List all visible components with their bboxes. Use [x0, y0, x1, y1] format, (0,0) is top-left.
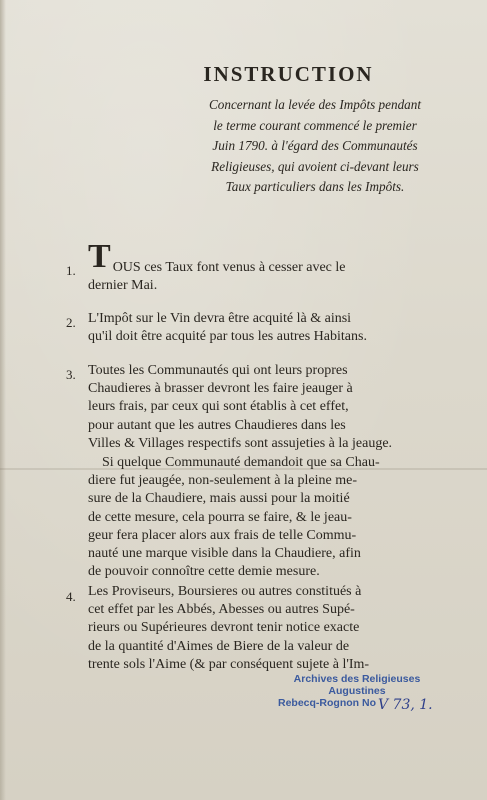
subtitle-line: Concernant la levée des Impôts pendant [208, 97, 422, 112]
item-4-paragraph [88, 583, 438, 674]
paragraph-line: rieurs ou Supérieures devront tenir notice exacte [88, 620, 360, 636]
paragraph-line: Les Proviseurs, Boursieres ou autres constitués à [88, 584, 362, 599]
paragraph-line: dernier Mai. [88, 278, 158, 293]
paragraph-line: de la quantité d'Aimes de Biere de la valeur de [88, 638, 350, 654]
paragraph-line: qu'il doit être acquité par tous les autres Habitans. [88, 329, 367, 345]
item-number: 1. [66, 263, 76, 278]
paragraph-line: sure de la Chaudiere, mais aussi pour la moitié [88, 491, 350, 507]
subtitle-line: Religieuses, qui avoient ci-devant leurs [211, 158, 419, 174]
stamp-line: Augustines [328, 685, 386, 697]
item-2-paragraph [88, 310, 438, 346]
item-number: 3. [66, 367, 76, 382]
subtitle-line: le terme courant commencé le premier [213, 117, 417, 133]
page-edge-shadow [0, 0, 6, 800]
drop-cap: T [88, 238, 111, 275]
item-3-continuation [88, 454, 438, 581]
handwritten-number: V 73, 1. [378, 697, 433, 713]
paragraph-line: diere fut jeaugée, non-seulement à la pleine me- [88, 473, 357, 489]
paragraph-line: L'Impôt sur le Vin devra être acquité là & ainsi [88, 311, 352, 326]
paragraph-line: Si quelque Communauté demandoit que sa Chau- [102, 455, 380, 470]
paragraph-line: Chaudieres à brasser devront les faire jeauger à [88, 381, 353, 397]
paragraph-line: de pouvoir connoître cette demie mesure. [88, 564, 320, 580]
item-3-paragraph [88, 362, 438, 453]
paragraph-line: trente sols l'Aime (& par conséquent sujete à l'Im- [88, 656, 370, 672]
paragraph-line: geur fera placer alors aux frais de telle Commu- [88, 527, 357, 543]
paragraph-line: de cette mesure, cela pourra se faire, & le jeau- [88, 509, 352, 525]
paragraph-line: OUS ces Taux font venus à cesser avec le [112, 260, 346, 275]
paragraph-line: cet effet par les Abbés, Abesses ou autres Supé- [88, 602, 355, 618]
subtitle-line: Juin 1790. à l'égard des Communautés [212, 138, 418, 153]
document-title: INSTRUCTION [203, 62, 374, 86]
subtitle-line: Taux particuliers dans les Impôts. [225, 179, 405, 194]
paragraph-line: Villes & Villages respectifs sont assujeties à la jeauge. [88, 435, 393, 451]
paragraph-line: pour autant que les autres Chaudieres dans les [88, 417, 346, 433]
paragraph-line: Toutes les Communautés qui ont leurs propres [88, 363, 348, 378]
item-1-paragraph [88, 238, 438, 295]
item-number: 4. [66, 589, 76, 604]
paragraph-line: nauté une marque visible dans la Chaudiere, afin [88, 546, 361, 562]
document-subtitle [170, 95, 460, 198]
stamp-line: Archives des Religieuses [293, 673, 421, 685]
paragraph-line: leurs frais, par ceux qui sont établis à cet effet, [88, 399, 349, 415]
stamp-line: Rebecq-Rognon No [278, 697, 376, 709]
item-number: 2. [66, 315, 76, 330]
